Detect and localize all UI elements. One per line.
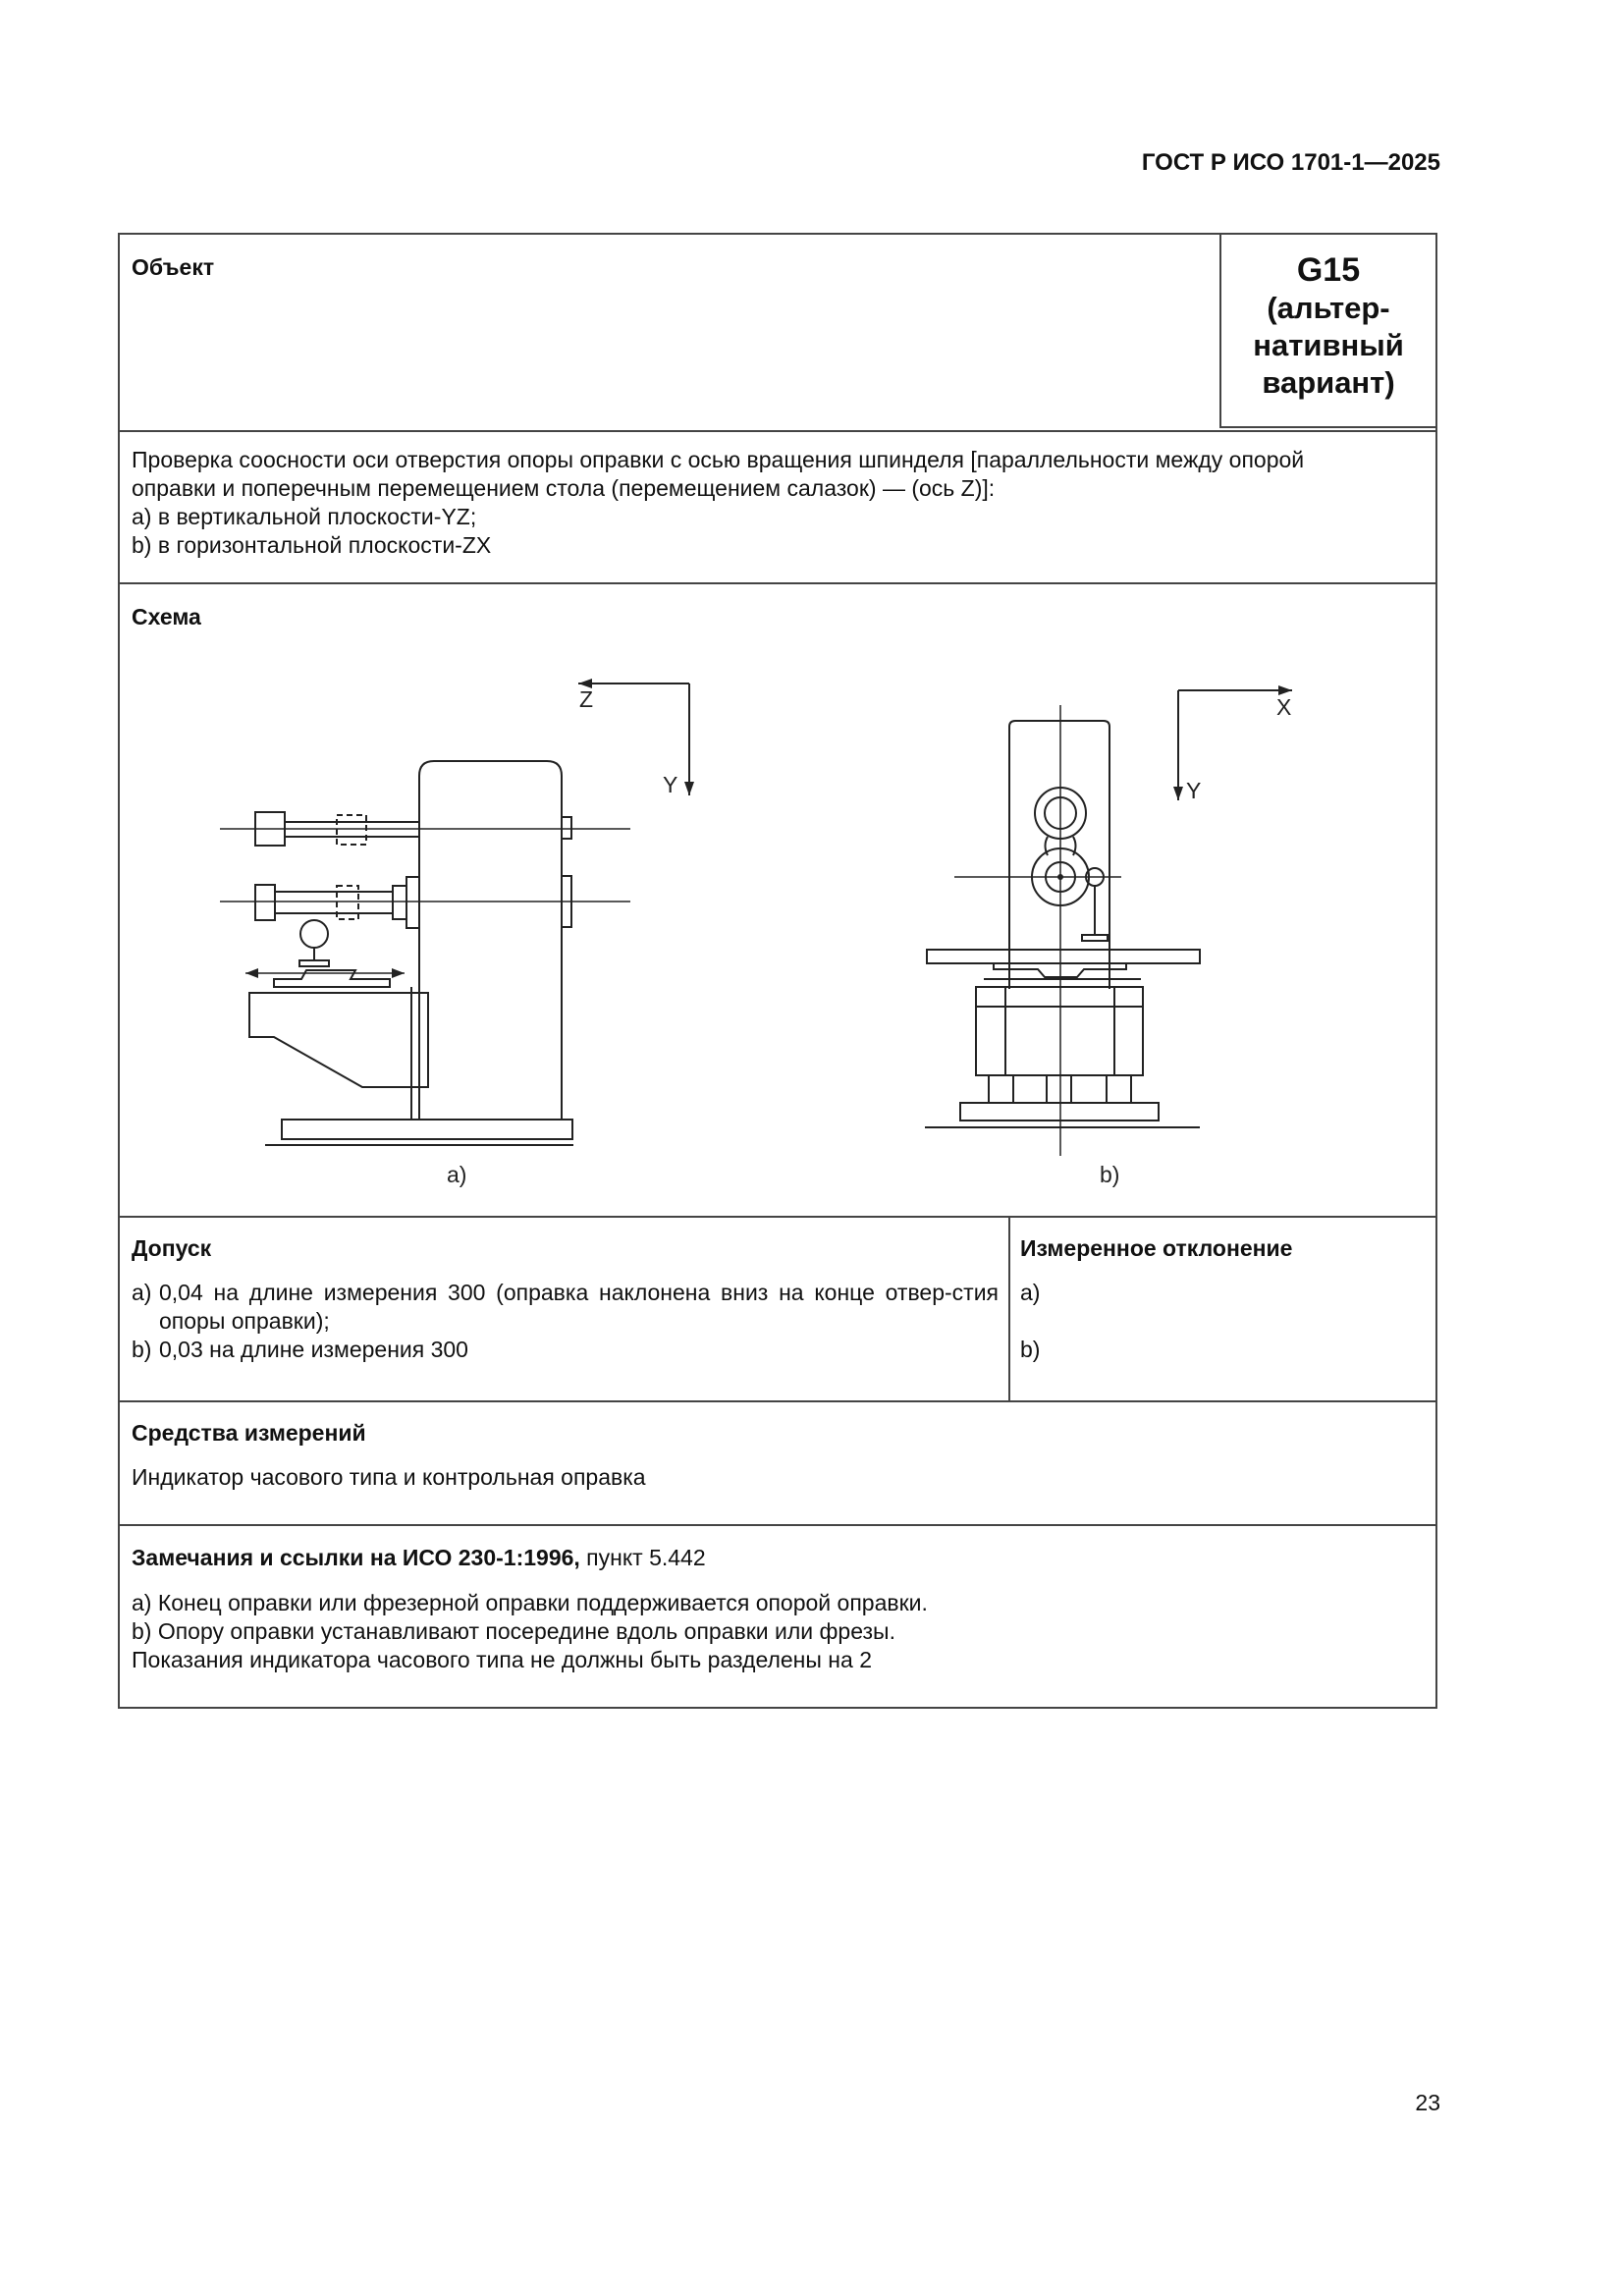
check-code: G15 [1296,251,1361,289]
scheme-drawing [120,584,1435,1216]
tolerance-item-key: a) [132,1280,152,1305]
check-card [118,233,1437,1709]
description-line: b) в горизонтальной плоскости-ZX [132,532,492,558]
description-row [120,430,1435,582]
fig-a-axis-z-label: Z [579,686,594,712]
description-line: a) в вертикальной плоскости-YZ; [132,504,477,529]
description-line: Проверка соосности оси отверстия опоры оправки с осью вращения шпинделя [параллельности между опорой [132,447,1305,472]
notes-reference: пункт 5.442 [579,1545,706,1570]
notes-line: b) Опору оправки устанавливают посередине вдоль оправки или фрезы. [132,1618,895,1644]
tolerance-label: Допуск [132,1235,212,1261]
fig-b-axis-x-label: X [1276,694,1292,720]
means-label: Средства измерений [132,1420,366,1446]
check-code-box [1219,235,1435,428]
fig-a-axis-y-label: Y [663,772,678,797]
means-row [120,1400,1435,1524]
figure-b-machine [925,685,1292,1156]
page-number: 23 [1415,2090,1440,2115]
notes-line: Показания индикатора часового типа не должны быть разделены на 2 [132,1647,872,1672]
measured-item: b) [1020,1337,1041,1362]
fig-a-caption: a) [447,1162,467,1187]
variant-line-1: (альтер- [1267,291,1390,325]
measured-item: a) [1020,1280,1041,1305]
fig-b-caption: b) [1100,1162,1120,1187]
notes-row [120,1524,1435,1707]
scheme-label: Схема [132,604,201,629]
notes-label: Замечания и ссылки на ИСО 230-1:1996, [132,1545,580,1570]
figure-a-machine [220,679,694,1145]
notes-line: a) Конец оправки или фрезерной оправки поддерживается опорой оправки. [132,1590,928,1615]
object-label: Объект [132,254,215,280]
tolerance-item-key: b) [132,1337,152,1362]
measured-label: Измеренное отклонение [1020,1235,1293,1261]
tolerance-item-text: 0,04 на длине измерения 300 (оправка наклонена вниз на конце отвер-стия опоры оправки); [159,1280,999,1334]
tolerance-row [120,1216,1435,1400]
means-text: Индикатор часового типа и контрольная оправка [132,1464,646,1490]
tolerance-item [132,1279,999,1336]
variant-line-2: нативный [1253,328,1404,362]
fig-b-axis-y-label: Y [1186,778,1202,803]
standard-code: ГОСТ Р ИСО 1701-1—2025 [1141,149,1440,176]
tolerance-item-text: 0,03 на длине измерения 300 [159,1337,468,1362]
scheme-row [120,582,1435,1216]
object-row [120,235,1435,430]
variant-line-3: вариант) [1262,365,1395,400]
description-line: оправки и поперечным перемещением стола (перемещением салазок) — (ось Z)]: [132,475,996,501]
tolerance-item [132,1336,999,1364]
